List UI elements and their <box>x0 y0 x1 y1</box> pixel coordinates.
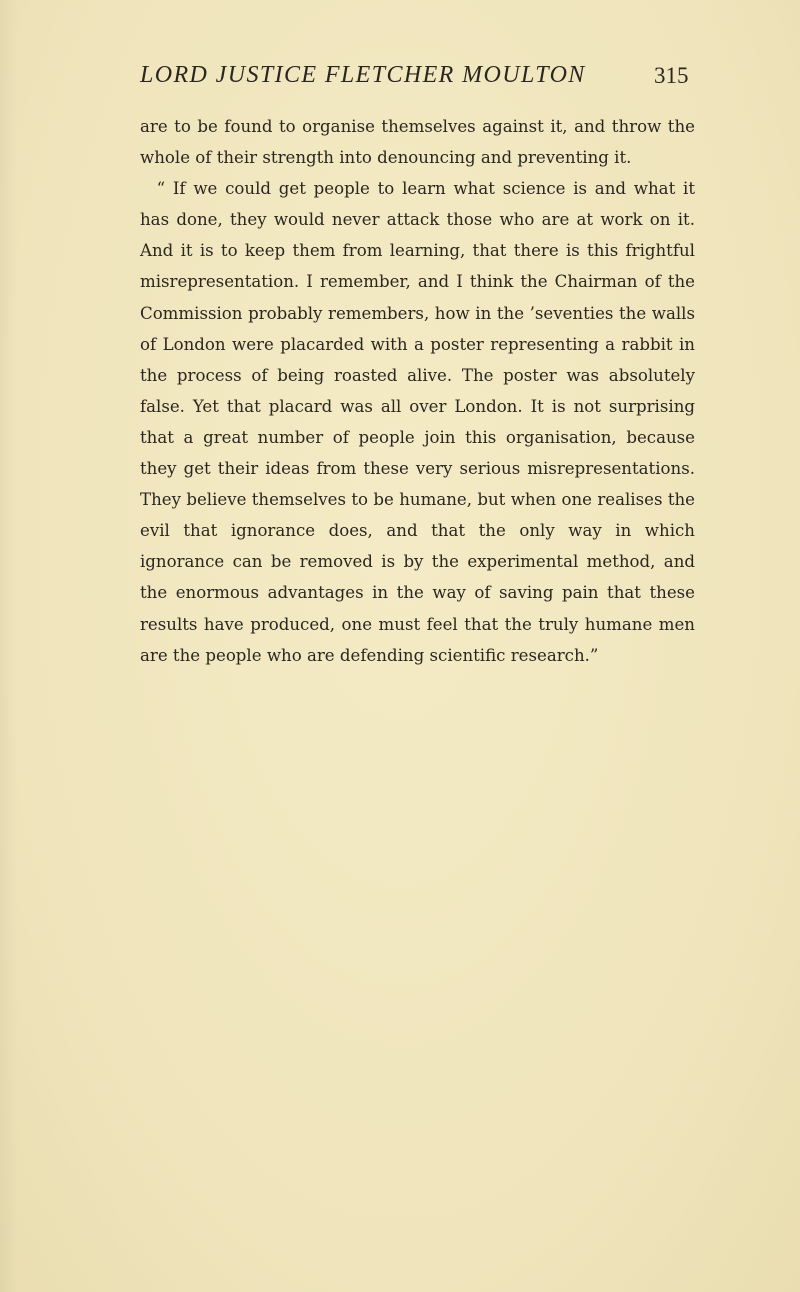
running-title: LORD JUSTICE FLETCHER MOULTON <box>140 62 586 88</box>
page-number: 315 <box>654 63 689 88</box>
body-text <box>140 111 695 671</box>
paragraph-continuation: are to be found to organise themselves against it, and throw the whole of their strength into denouncing and preventing it. <box>140 117 695 168</box>
paragraph-quotation: “ If we could get people to learn what science is and what it has done, they would never attack those who are at work on it. And it is to keep them from learning, that there is this frightful misrepresentation. I remember, and I think the Chairman of the Commission probably remembers, how in the ’seventies the walls of London were placarded with a poster representing a rabbit in the process of being roasted alive. The poster was absolutely false. Yet that placard was all over London. It is not surprising that a great number of people join this organisation, because they get their ideas from these very serious misrepresentations. They believe themselves to be humane, but when one realises the evil that ignorance does, and that the only way in which ignorance can be removed is by the experimental method, and the enormous advantages in the way of saving pain that these results have produced, one must feel that the truly humane men are the people who are defending scientific research.” <box>140 179 695 665</box>
running-head <box>0 62 800 96</box>
